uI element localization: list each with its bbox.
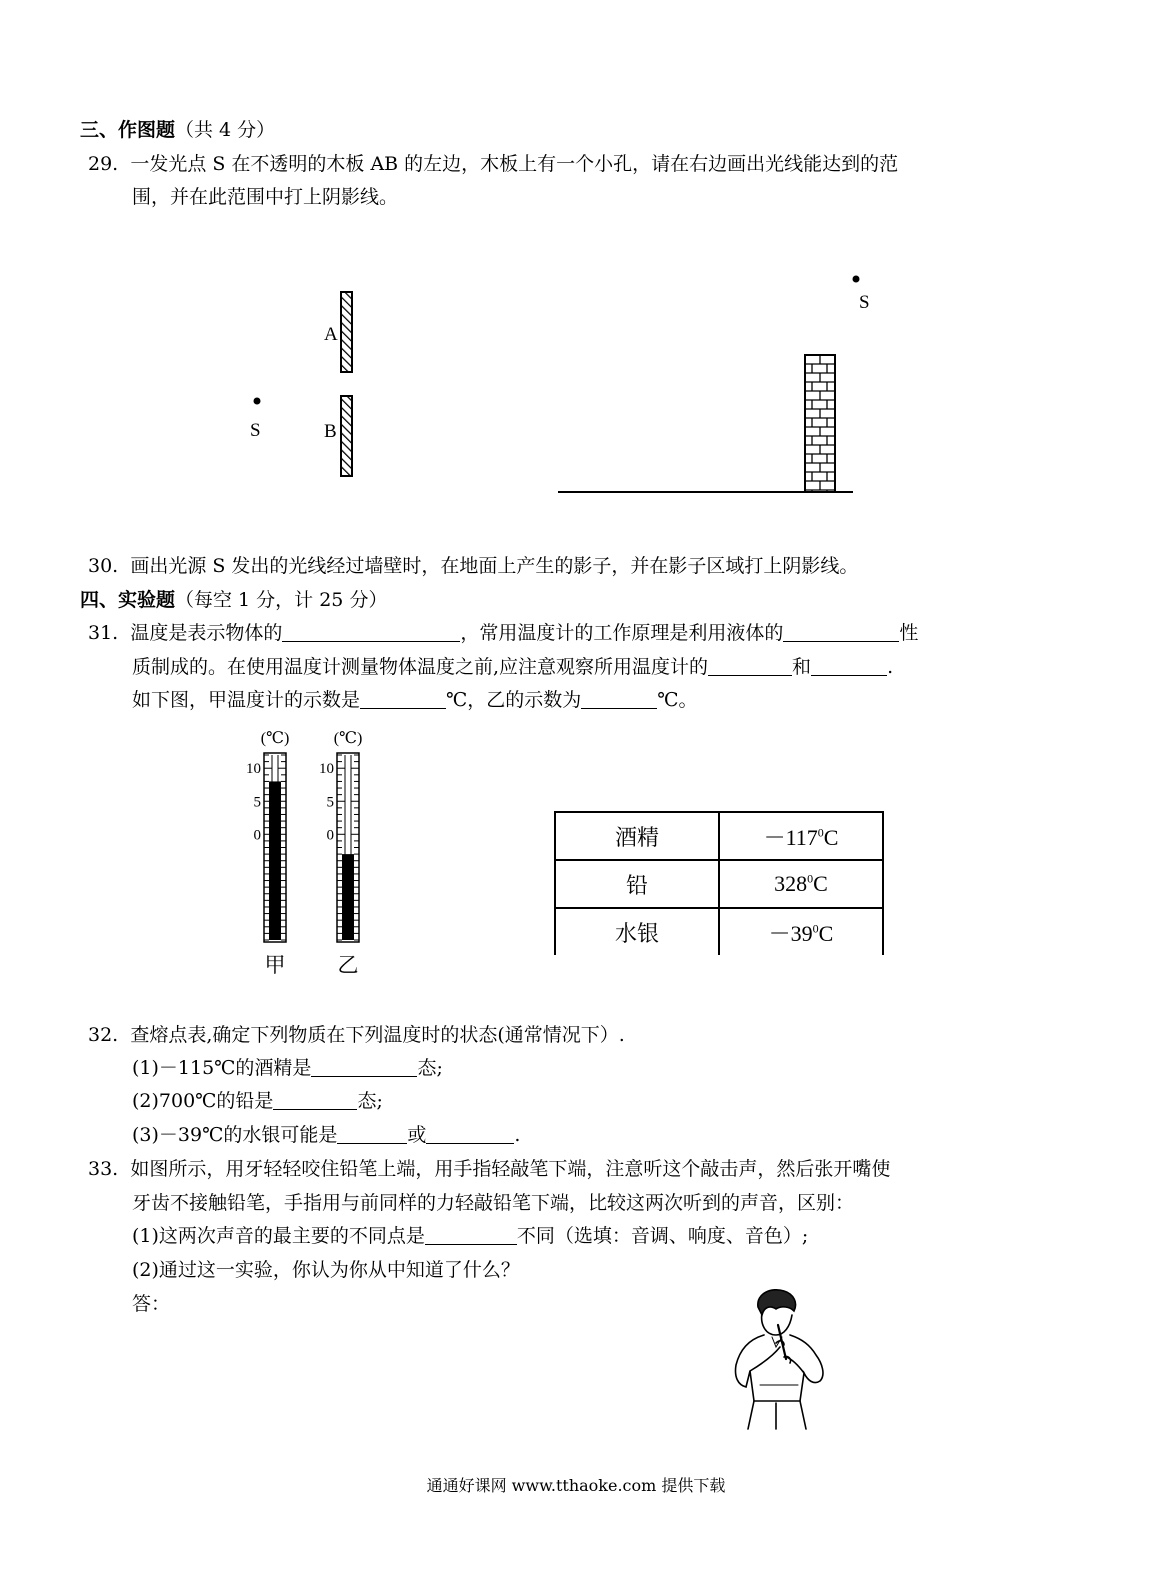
q32-item1-text: (1)－115℃的酒精是	[132, 1057, 312, 1079]
thermometer-name: 甲	[264, 953, 286, 977]
section4-score: （每空 1 分，计 25 分）	[175, 589, 388, 611]
q32-item3	[132, 1124, 520, 1146]
melting-point-cell	[719, 812, 883, 860]
thermometers-figure	[228, 725, 388, 980]
table-row	[555, 908, 883, 955]
q31-text-1b: ，常用温度计的工作原理是利用液体的	[460, 622, 784, 644]
brick-wall	[805, 355, 835, 492]
q33-answer-label: 答：	[132, 1293, 171, 1315]
q33-text-1: 如图所示，用牙轻轻咬住铅笔上端，用手指轻敲笔下端，注意听这个敲击声，然后张开嘴使	[130, 1158, 891, 1180]
q31-text-2b: 和	[792, 656, 812, 678]
degree-mark: 0	[812, 921, 819, 936]
tick-label: 0	[253, 827, 261, 844]
shirt	[735, 1335, 822, 1401]
q30-line	[88, 555, 858, 577]
label-s-29: S	[250, 420, 261, 441]
q32-item3-text: (3)－39℃的水银可能是	[132, 1124, 338, 1146]
thermometer-liquid	[269, 781, 281, 940]
q32-item2-text: (2)700℃的铅是	[132, 1090, 274, 1112]
substance-cell: 酒精	[555, 812, 719, 860]
section3-title: 三、作图题	[80, 119, 176, 141]
label-s-30: S	[859, 292, 870, 313]
q29-text-1: 一发光点 S 在不透明的木板 AB 的左边，木板上有一个小孔，请在右边画出光线能达到的范	[130, 153, 899, 175]
melting-unit: C	[823, 824, 839, 850]
q33-text-2: 牙齿不接触铅笔，手指用与前同样的力轻敲铅笔下端，比较这两次听到的声音，区别：	[132, 1192, 855, 1214]
face	[762, 1313, 792, 1335]
q32-text: 查熔点表,确定下列物质在下列温度时的状态(通常情况下）.	[130, 1024, 625, 1046]
q31-blank-1[interactable]	[282, 623, 460, 642]
melting-unit: C	[813, 871, 828, 896]
tick-label: 0	[326, 827, 334, 844]
hair	[758, 1290, 796, 1315]
q33-item2	[132, 1259, 520, 1281]
q31-line3	[132, 689, 698, 711]
q33-blank-1[interactable]	[425, 1226, 517, 1245]
q31-text-2c: .	[887, 656, 894, 678]
q29-number: 29.	[88, 153, 119, 175]
unit-label: (℃)	[333, 730, 363, 747]
q32-item3-or: 或	[407, 1124, 427, 1146]
degree-mark: 0	[817, 825, 824, 840]
q31-text-2a: 质制成的。在使用温度计测量物体温度之前,应注意观察所用温度计的	[132, 656, 709, 678]
q32-item2-suffix: 态;	[357, 1090, 383, 1112]
light-source-dot	[853, 276, 860, 283]
q32-blank-4[interactable]	[426, 1125, 514, 1144]
tick-label: 10	[246, 761, 261, 778]
q33-item1	[132, 1225, 808, 1247]
q32-item3-end: .	[514, 1124, 521, 1146]
melting-unit: C	[818, 920, 834, 946]
q29-text-2: 围，并在此范围中打上阴影线。	[132, 186, 399, 208]
thermometer-jia	[246, 730, 289, 977]
tick-label: 10	[319, 761, 334, 778]
q32-line	[88, 1024, 625, 1046]
q31-blank-5[interactable]	[360, 690, 446, 709]
melting-value: 328	[774, 871, 808, 896]
section4-heading	[80, 589, 387, 611]
q31-line1	[88, 622, 918, 644]
q33-item2-text: (2)通过这一实验，你认为你从中知道了什么？	[132, 1259, 520, 1281]
footer: 通通好课网 www.tthaoke.com 提供下载	[426, 1476, 726, 1495]
arms	[750, 1347, 804, 1373]
q31-blank-2[interactable]	[783, 623, 899, 642]
melting-value: －39	[768, 920, 813, 946]
q33-item1-suffix: 不同（选填：音调、响度、音色）;	[516, 1225, 809, 1247]
q29-line1	[88, 153, 898, 175]
substance-cell: 铅	[555, 860, 719, 908]
thermometer-yi	[319, 730, 362, 977]
melting-value: －117	[763, 824, 818, 850]
melting-point-table	[554, 811, 884, 955]
q31-text-3c: ℃。	[657, 689, 698, 711]
figure-30-wall	[550, 265, 870, 505]
label-b: B	[324, 421, 337, 442]
q31-number: 31.	[88, 622, 119, 644]
figure-29-board	[230, 280, 390, 490]
q32-blank-2[interactable]	[273, 1091, 357, 1110]
table-row	[555, 812, 883, 860]
q31-text-3a: 如下图，甲温度计的示数是	[132, 689, 361, 711]
q33-line2	[132, 1192, 854, 1214]
q32-blank-3[interactable]	[337, 1125, 407, 1144]
q31-line2	[132, 656, 893, 678]
q33-line1	[88, 1158, 890, 1180]
thermometer-name: 乙	[337, 953, 359, 977]
substance-cell: 水银	[555, 908, 719, 955]
q32-item1-suffix: 态;	[417, 1057, 443, 1079]
q32-number: 32.	[88, 1024, 119, 1046]
q31-text-1c: 性	[899, 622, 919, 644]
section4-title: 四、实验题	[80, 589, 176, 611]
q33-answer	[132, 1293, 170, 1315]
unit-label: (℃)	[260, 730, 290, 747]
q31-blank-4[interactable]	[811, 657, 887, 676]
q32-item1	[132, 1057, 443, 1079]
pencil-experiment-illustration	[720, 1285, 840, 1430]
q31-text-1a: 温度是表示物体的	[130, 622, 283, 644]
q30-text: 画出光源 S 发出的光线经过墙壁时，在地面上产生的影子，并在影子区域打上阴影线。	[130, 555, 859, 577]
point-s-dot	[254, 398, 261, 405]
label-a: A	[324, 324, 338, 345]
q33-item1-text: (1)这两次声音的最主要的不同点是	[132, 1225, 425, 1247]
q32-blank-1[interactable]	[311, 1058, 417, 1077]
section3-score: （共 4 分）	[175, 119, 276, 141]
degree-mark: 0	[807, 871, 814, 886]
q29-line2	[132, 186, 398, 208]
table-row	[555, 860, 883, 908]
section3-heading	[80, 119, 275, 141]
q33-number: 33.	[88, 1158, 119, 1180]
tick-label: 5	[326, 794, 334, 811]
q31-text-3b: ℃，乙的示数为	[446, 689, 582, 711]
tick-label: 5	[253, 794, 261, 811]
q31-blank-6[interactable]	[581, 690, 657, 709]
q31-blank-3[interactable]	[708, 657, 792, 676]
melting-point-cell	[719, 908, 883, 955]
q30-number: 30.	[88, 555, 119, 577]
legs	[748, 1401, 806, 1429]
q32-item2	[132, 1090, 383, 1112]
board-segment-a	[341, 292, 352, 372]
board-segment-b	[341, 396, 352, 476]
melting-point-cell	[719, 860, 883, 908]
